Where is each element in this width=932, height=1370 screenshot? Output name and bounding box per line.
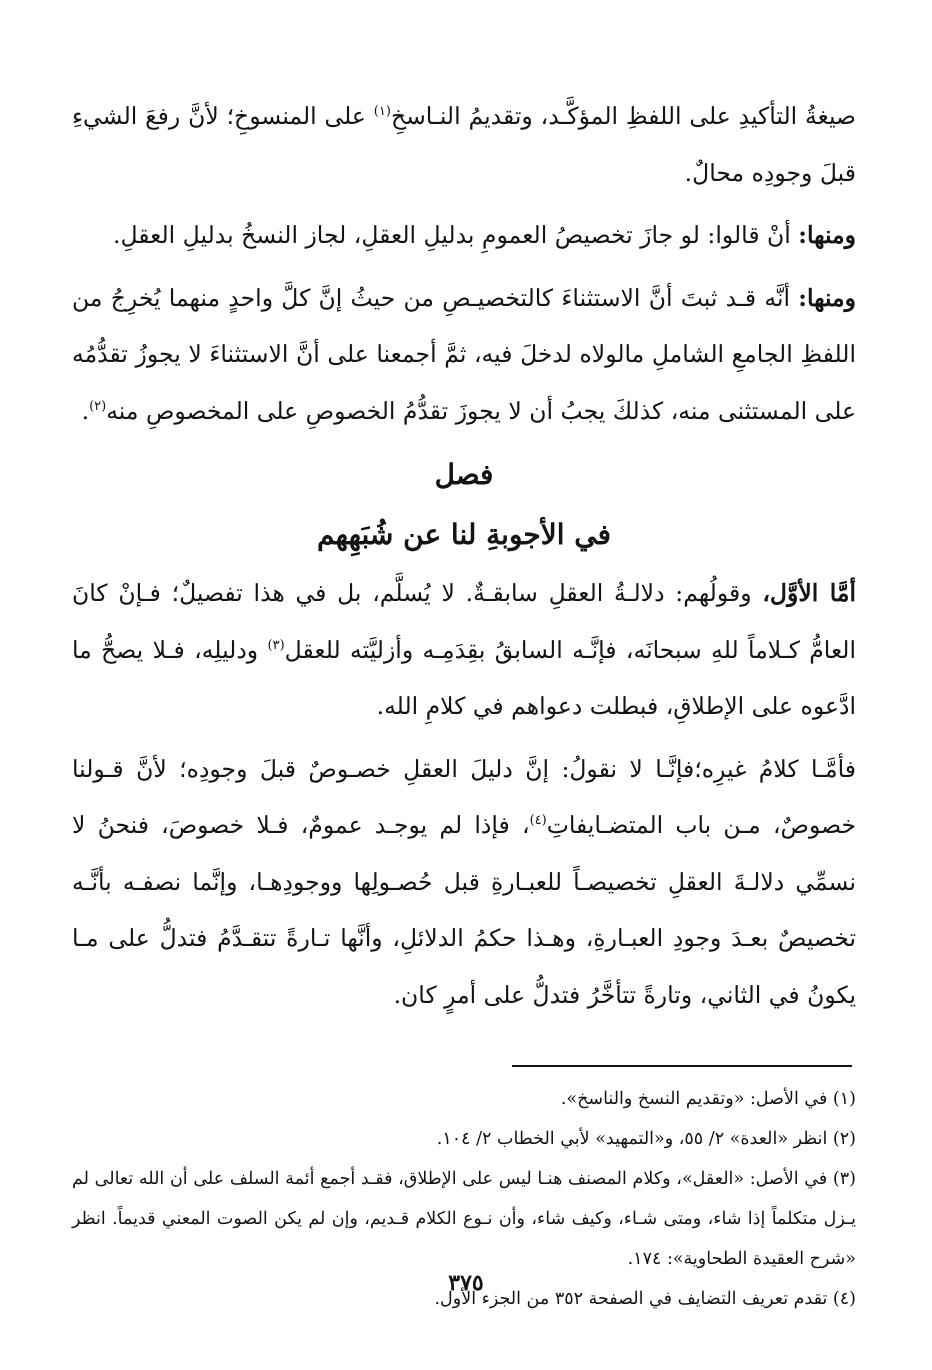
paragraph-4	[72, 565, 856, 735]
paragraph-4-lead: أمَّا الأوَّل،	[762, 579, 856, 607]
footnote-4: (٤) تقدم تعريف التضايف في الصفحة ٣٥٢ من الجزء الأول.	[434, 1289, 856, 1309]
footnote-ref-1: (١)	[373, 104, 391, 120]
footnote-ref-3: (٣)	[267, 637, 285, 653]
paragraph-4-text-1: وقولُهم: دلالـةُ العقلِ سابقـةٌ. لا يُسلَّم، بل في هذا تفصيلٌ؛ فـإنْ كانَ العامُّ كـلاماً للهِ سبحانَه، فإنَّـه السابقُ بقِدَمِـه وأزليَّته للعقل	[72, 579, 856, 664]
paragraph-5-text-1: فأمَّـا كلامُ غيرِه؛فإنَّـا لا نقولُ: إنَّ دليلَ العقلِ خصـوصٌ قبلَ وجودِه؛ لأنَّ قـولنا خصوصٌ، مـن باب المتضـايفاتِ	[72, 754, 856, 839]
paragraph-5-text-2: ، فإذا لم يوجـد عمومٌ، فـلا خصوصَ، فنحنُ لا نسمِّي دلالـةَ العقلِ تخصيصـاً للعبـارةِ قبل حُصـولِها ووجودِهـا، وإنَّما نصفـه بأنَّـه تخصيصٌ بعـدَ وجودِ العبـارةِ، وهـذا حكمُ الدلائلِ، وأنَّها تـارةً تتقـدَّمُ فتدلُّ على مـا يكونُ في الثاني، وتارةً تتأخَّرُ فتدلُّ على أمرٍ كان.	[72, 811, 856, 1009]
paragraph-3	[72, 270, 856, 440]
footnote-3: (٣) في الأصل: «العقل»، وكلام المصنف هنـا ليس على الإطلاق، فقـد أجمع أئمة السلف على أن الله تعالى لم يـزل متكلماً إذا شاء، ومتى شـاء، وكيف شاء، وأن نـوع الكلام قـديم، وإن لم يكن الصوت المعني قديماً. انظر «شرح العقيدة الطحاوية»: ١٧٤.	[72, 1169, 856, 1269]
footnote-ref-2: (٢)	[89, 398, 107, 414]
footnote-2: (٢) انظر «العدة» ٢/ ٥٥، و«التمهيد» لأبي الخطاب ٢/ ١٠٤.	[436, 1129, 856, 1149]
paragraph-3-lead: ومنها:	[798, 283, 856, 312]
paragraph-1-text-2: على المنسوخِ؛ لأنَّ رفعَ الشيءِ قبلَ وجودِه محالٌ.	[72, 102, 856, 187]
main-text	[72, 88, 856, 1023]
paragraph-3-text-1: أنَّه قـد ثبتَ أنَّ الاستثناءَ كالتخصيـصِ من حيثُ إنَّ كلَّ واحدٍ منهما يُخرِجُ من اللفظِ الجامعِ الشاملِ مالولاه لدخلَ فيه، ثمَّ أجمعنا على أنَّ الاستثناءَ لا يجوزُ تقدُّمُه على المستثنى منه، كذلكَ يجبُ أن لا يجوزَ تقدُّمُ الخصوصِ على المخصوصِ منه	[72, 283, 856, 425]
footnote-divider	[512, 1065, 852, 1067]
paragraph-2	[72, 207, 856, 264]
section-subtitle: في الأجوبةِ لنا عن شُبَهِهم	[317, 518, 611, 551]
paragraph-5	[72, 741, 856, 1024]
paragraph-2-lead: ومنها:	[798, 221, 856, 249]
paragraph-1-text-1: صيغةُ التأكيدِ على اللفظِ المؤكَّـد، وتقديمُ النـاسخِ	[390, 102, 857, 130]
footnote-ref-4: (٤)	[529, 813, 547, 829]
paragraph-3-text-2: .	[81, 396, 90, 425]
section-title: فصل	[434, 458, 494, 491]
footnote-1: (١) في الأصل: «وتقديم النسخ والناسخ».	[560, 1089, 856, 1109]
paragraph-2-text: أنْ قالوا: لو جازَ تخصيصُ العمومِ بدليلِ العقلِ، لجاز النسخُ بدليلِ العقلِ.	[113, 221, 799, 249]
paragraph-1	[72, 88, 856, 201]
page-number: ٣٧٥	[448, 1270, 484, 1296]
paragraph-4-text-2: ودليلِه، فـلا يصحُّ ما ادَّعوه على الإطلاقِ، فبطلت دعواهم في كلامِ الله.	[72, 635, 856, 720]
